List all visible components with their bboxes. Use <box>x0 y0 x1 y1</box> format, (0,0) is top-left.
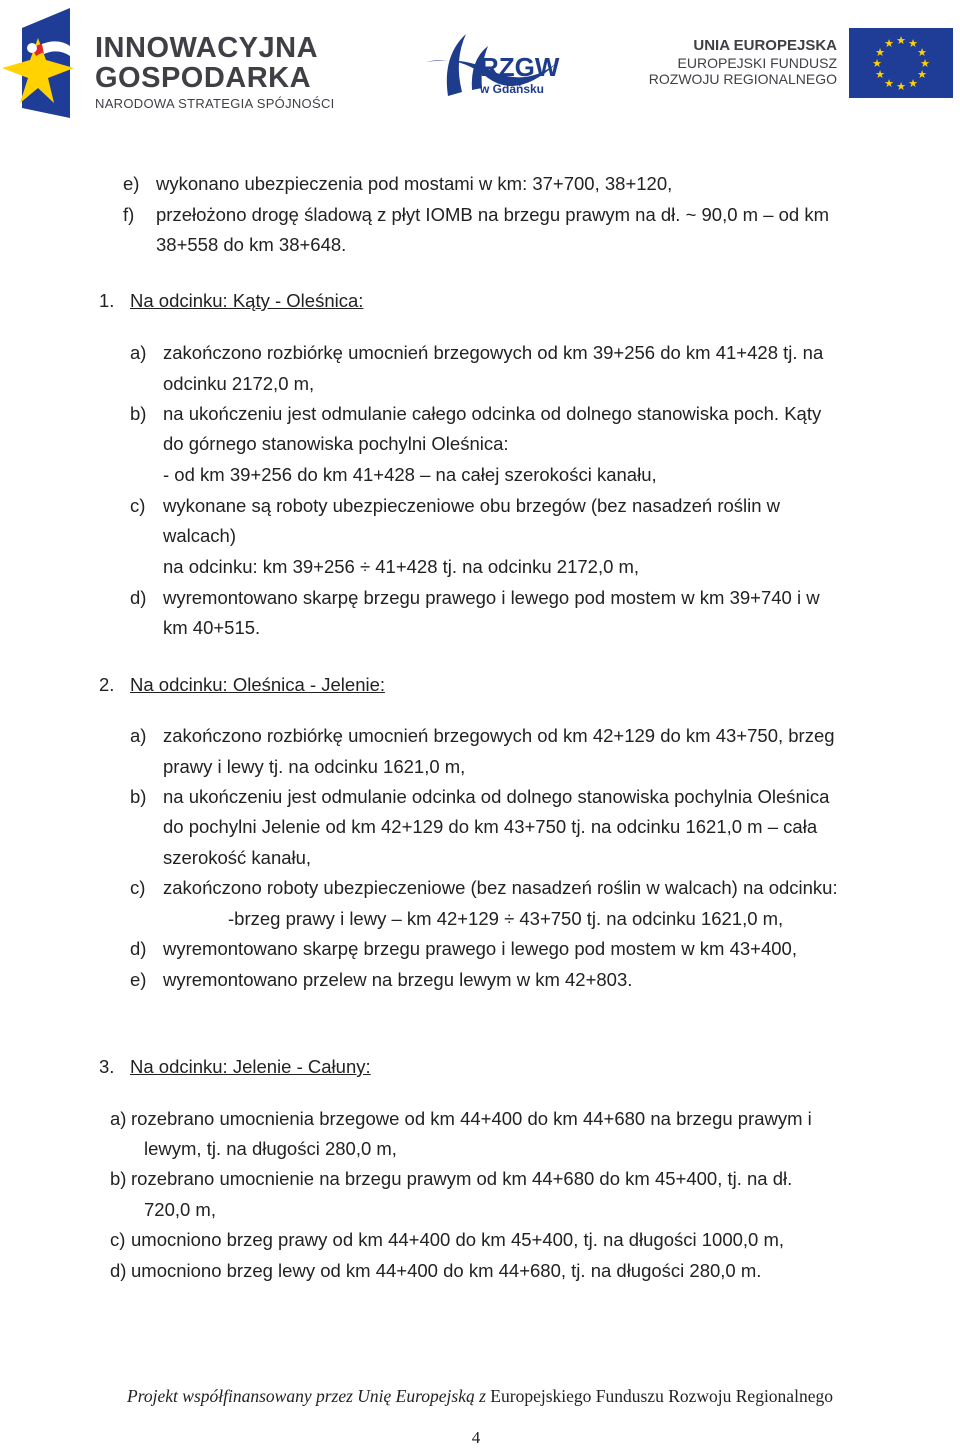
page-number: 4 <box>471 1428 481 1447</box>
ig-line3: NARODOWA STRATEGIA SPÓJNOŚCI <box>95 96 335 111</box>
eu-line1: UNIA EUROPEJSKA <box>693 37 837 54</box>
section3-title: Na odcinku: Jelenie - Całuny: <box>130 1056 371 1077</box>
eu-logo <box>648 26 955 101</box>
s3-d-text1: umocniono brzeg lewy od km 44+400 do km 44+680, tj. na długości 280,0 m. <box>131 1260 762 1281</box>
s1-b-label: b) <box>130 403 147 424</box>
svg-text:★: ★ <box>920 57 930 70</box>
s1-d-label: d) <box>130 587 147 608</box>
eu-line3: ROZWOJU REGIONALNEGO <box>648 71 837 87</box>
svg-text:★: ★ <box>896 80 906 93</box>
intro-f-text2: 38+558 do km 38+648. <box>156 234 347 255</box>
ig-line1: INNOWACYJNA <box>95 32 319 64</box>
s3-a-text1: rozebrano umocnienia brzegowe od km 44+400 do km 44+680 na brzegu prawym i <box>131 1108 812 1129</box>
section2-number: 2. <box>99 674 115 695</box>
s1-c-text3: na odcinku: km 39+256 ÷ 41+428 tj. na odcinku 2172,0 m, <box>163 556 640 577</box>
s2-c-text2: -brzeg prawy i lewy – km 42+129 ÷ 43+750 tj. na odcinku 1621,0 m, <box>228 908 784 929</box>
s2-e-label: e) <box>130 969 147 990</box>
s1-c-text2: walcach) <box>163 525 236 546</box>
svg-text:★: ★ <box>872 57 882 70</box>
s2-b-text1: na ukończeniu jest odmulanie odcinka od dolnego stanowiska pochylnia Oleśnica <box>163 786 830 807</box>
svg-text:★: ★ <box>908 77 918 90</box>
s2-b-text3: szerokość kanału, <box>163 847 312 868</box>
s1-a-text1: zakończono rozbiórkę umocnień brzegowych od km 39+256 do km 41+428 tj. na <box>163 342 824 363</box>
svg-text:★: ★ <box>884 37 894 50</box>
ig-emblem-icon <box>2 8 92 118</box>
eu-stars-icon <box>849 28 953 98</box>
s2-b-label: b) <box>130 786 147 807</box>
s1-b-text2: do górnego stanowiska pochylni Oleśnica: <box>163 433 509 454</box>
intro-e-text: wykonano ubezpieczenia pod mostami w km: 37+700, 38+120, <box>156 173 673 194</box>
s2-c-label: c) <box>130 877 146 898</box>
eu-flag-icon <box>849 28 953 98</box>
innowacyjna-gospodarka-logo <box>2 8 342 118</box>
section2-title: Na odcinku: Oleśnica - Jelenie: <box>130 674 386 695</box>
rzgw-name: RZGW <box>480 52 560 82</box>
intro-f-label: f) <box>123 204 135 225</box>
section3-number: 3. <box>99 1056 115 1077</box>
footer-note <box>0 1386 960 1407</box>
s3-c-label: c) <box>110 1229 126 1250</box>
footer-italic: Projekt współfinansowany przez Unię Europejską z <box>127 1386 486 1406</box>
s3-b-label: b) <box>110 1168 127 1189</box>
s2-a-text1: zakończono rozbiórkę umocnień brzegowych od km 42+129 do km 43+750, brzeg <box>163 725 835 746</box>
s3-a-text2: lewym, tj. na długości 280,0 m, <box>144 1138 397 1159</box>
s3-a-label: a) <box>110 1108 127 1129</box>
ig-line2: GOSPODARKA <box>95 62 312 94</box>
svg-text:★: ★ <box>917 46 927 59</box>
s2-a-label: a) <box>130 725 147 746</box>
footer-regular: Europejskiego Funduszu Rozwoju Regionalnego <box>490 1386 833 1406</box>
s1-b-text1: na ukończeniu jest odmulanie całego odcinka od dolnego stanowiska poch. Kąty <box>163 403 822 424</box>
s3-c-text1: umocniono brzeg prawy od km 44+400 do km 45+400, tj. na długości 1000,0 m, <box>131 1229 785 1250</box>
intro-f-text1: przełożono drogę śladową z płyt IOMB na brzegu prawym na dł. ~ 90,0 m – od km <box>156 204 830 225</box>
section1-number: 1. <box>99 290 115 311</box>
svg-text:★: ★ <box>884 77 894 90</box>
rzgw-sub: w Gdańsku <box>480 82 545 96</box>
s1-d-text1: wyremontowano skarpę brzegu prawego i lewego pod mostem w km 39+740 i w <box>163 587 820 608</box>
section1-title: Na odcinku: Kąty - Oleśnica: <box>130 290 364 311</box>
svg-text:★: ★ <box>875 46 885 59</box>
svg-text:★: ★ <box>917 68 927 81</box>
s2-d-label: d) <box>130 938 147 959</box>
s1-b-text3: - od km 39+256 do km 41+428 – na całej szerokości kanału, <box>163 464 657 485</box>
svg-text:★: ★ <box>875 68 885 81</box>
intro-e-label: e) <box>123 173 140 194</box>
s1-d-text2: km 40+515. <box>163 617 261 638</box>
s2-c-text1: zakończono roboty ubezpieczeniowe (bez nasadzeń roślin w walcach) na odcinku: <box>163 877 838 898</box>
s1-a-text2: odcinku 2172,0 m, <box>163 373 315 394</box>
svg-text:★: ★ <box>908 37 918 50</box>
s1-c-text1: wykonane są roboty ubezpieczeniowe obu brzegów (bez nasadzeń roślin w <box>163 495 781 516</box>
s2-b-text2: do pochylni Jelenie od km 42+129 do km 43+750 tj. na odcinku 1621,0 m – cała <box>163 816 818 837</box>
s2-d-text1: wyremontowano skarpę brzegu prawego i lewego pod mostem w km 43+400, <box>163 938 797 959</box>
svg-text:★: ★ <box>896 34 906 47</box>
eu-line2: EUROPEJSKI FUNDUSZ <box>677 55 837 71</box>
s1-c-label: c) <box>130 495 146 516</box>
s3-b-text1: rozebrano umocnienie na brzegu prawym od km 44+680 do km 45+400, tj. na dł. <box>131 1168 793 1189</box>
s1-a-label: a) <box>130 342 147 363</box>
rzgw-logo <box>418 26 568 106</box>
s2-a-text2: prawy i lewy tj. na odcinku 1621,0 m, <box>163 756 466 777</box>
s3-b-text2: 720,0 m, <box>144 1199 216 1220</box>
s2-e-text1: wyremontowano przelew na brzegu lewym w km 42+803. <box>163 969 633 990</box>
s3-d-label: d) <box>110 1260 127 1281</box>
